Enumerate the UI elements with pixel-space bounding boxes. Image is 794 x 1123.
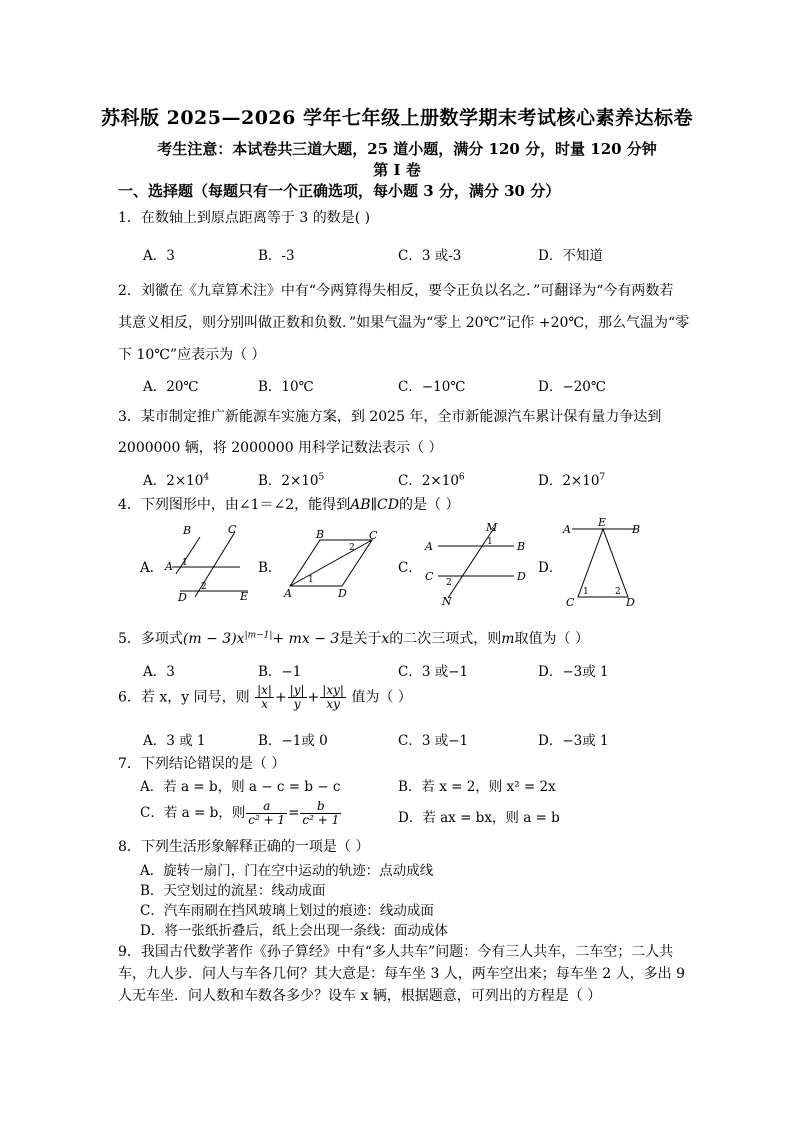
exam-notice: 考生注意：本试卷共三道大题，25 道小题，满分 120 分，时量 120 分钟 xyxy=(157,140,657,158)
fig-b-label-a: A xyxy=(284,587,292,598)
fig-d-label-e: E xyxy=(598,517,607,529)
fig-d-angle-2: 2 xyxy=(615,587,621,597)
q4-figure-c xyxy=(420,520,530,606)
question-4-stem: 4．下列图形中，由∠1＝∠2，能得到AB∥CD的是（ ） xyxy=(118,497,460,513)
q2-option-b[interactable]: B．10℃ xyxy=(258,379,314,395)
fig-c-angle-2: 2 xyxy=(446,578,452,588)
fig-d-angle-1: 1 xyxy=(583,587,589,597)
q7-option-c[interactable]: C．若 a = b，则 $\frac{a}{\text{c² + 1}}$ = $\frac{b}{\text{c² + 1}}$ xyxy=(140,799,340,827)
q1-option-b[interactable]: B．-3 xyxy=(258,248,295,264)
fig-d-label-c: C xyxy=(566,596,575,607)
question-9-line-1: 9．我国古代数学著作《孙子算经》中有“多人共车”问题：今有三人共车，二车空；二人共 xyxy=(118,944,674,960)
fig-a-label-e: E xyxy=(240,590,249,603)
q6-option-a[interactable]: A．3 或 1 xyxy=(143,733,206,749)
q6-option-d[interactable]: D．−3或 1 xyxy=(538,733,609,749)
question-2-line-2: 其意义相反，则分别叫做正数和负数．”如果气温为“零上 20℃”记作 +20℃，那么气温为“零 xyxy=(118,315,690,331)
fig-c-angle-1: 1 xyxy=(487,537,493,547)
section-heading: 一、选择题（每题只有一个正确选项，每小题 3 分，满分 30 分） xyxy=(118,182,561,200)
question-3-line-2: 2000000 辆，将 2000000 用科学记数法表示（ ） xyxy=(118,440,443,456)
q6-fraction-x: $\frac{|x|}{x}$ xyxy=(257,683,272,711)
q7-option-a[interactable]: A．若 a = b，则 a − c = b − c xyxy=(140,779,341,795)
q5-option-c[interactable]: C．3 或−1 xyxy=(398,664,469,680)
q4-option-b[interactable]: B． xyxy=(258,560,282,576)
q3-option-a[interactable]: A．$2\times 10^4$ xyxy=(143,472,210,489)
fig-d-label-d: D xyxy=(626,596,635,607)
fig-a-angle-1: 1 xyxy=(182,558,188,568)
fig-b-angle-1: 1 xyxy=(308,575,314,585)
question-5-stem: 5．多项式$(m - 3)x^{|m-1|}+$ mx − 3是关于x的二次三项式，则m取值为（ ） xyxy=(118,630,589,647)
question-9-line-3: 人无车坐．问人数和车数各多少？设车 x 辆，根据题意，可列出的方程是（ ） xyxy=(118,988,602,1004)
q3-option-c[interactable]: C．$2\times 10^6$ xyxy=(398,472,465,489)
q1-option-d[interactable]: D．不知道 xyxy=(538,248,603,264)
q7-fraction-a: $\frac{a}{\text{c² + 1}}$ xyxy=(248,799,286,827)
fig-a-label-b: B xyxy=(183,524,192,537)
q4-figure-a xyxy=(160,522,260,604)
q6-option-b[interactable]: B．−1或 0 xyxy=(258,733,328,749)
fig-a-label-d: D xyxy=(178,591,187,604)
exam-title: 苏科版 2025—2026 学年七年级上册数学期末考试核心素养达标卷 xyxy=(101,107,693,129)
q8-option-a[interactable]: A．旋转一扇门，门在空中运动的轨迹：点动成线 xyxy=(140,863,434,879)
q4-figure-b xyxy=(280,526,385,598)
q5-option-b[interactable]: B．−1 xyxy=(258,664,302,680)
fig-c-label-m: M xyxy=(486,521,498,534)
fig-c-label-n: N xyxy=(442,595,452,606)
q4-figure-d xyxy=(560,517,672,607)
q8-option-c[interactable]: C．汽车雨刷在挡风玻璃上划过的痕迹：线动成面 xyxy=(140,903,434,919)
q6-fraction-xy: $\frac{|xy|}{xy}$ xyxy=(322,683,344,711)
q7-option-d[interactable]: D．若 ax = bx，则 a = b xyxy=(398,810,560,826)
question-6-stem: 6．若 x，y 同号，则 $\frac{|x|}{x}$ + $\frac{|y|}{y}$ + $\frac{|xy|}{xy}$ 值为（ ） xyxy=(118,683,412,711)
q6-option-c[interactable]: C．3 或−1 xyxy=(398,733,469,749)
fig-c-label-b: B xyxy=(517,540,526,553)
fig-b-label-c: C xyxy=(369,529,378,542)
fig-b-angle-2: 2 xyxy=(349,543,355,553)
q4-option-a[interactable]: A． xyxy=(140,560,164,576)
fig-d-label-a: A xyxy=(563,523,571,536)
fig-a-label-a: A xyxy=(165,560,173,573)
question-2-line-1: 2．刘徽在《九章算术注》中有“今两算得失相反，要令正负以名之．”可翻译为“今有两数若 xyxy=(118,283,674,299)
question-8-stem: 8．下列生活形象解释正确的一项是（ ） xyxy=(118,839,370,855)
fig-a-angle-2: 2 xyxy=(201,582,207,592)
q1-option-a[interactable]: A．3 xyxy=(143,248,175,264)
q8-option-b[interactable]: B．天空划过的流星：线动成面 xyxy=(140,883,326,899)
q2-option-a[interactable]: A．20℃ xyxy=(143,379,199,395)
q8-option-d[interactable]: D．将一张纸折叠后，纸上会出现一条线：面动成体 xyxy=(140,923,448,939)
q6-fraction-y: $\frac{|y|}{y}$ xyxy=(289,683,305,711)
q3-option-b[interactable]: B．$2\times 10^5$ xyxy=(258,472,325,489)
fig-c-label-d: D xyxy=(517,570,526,583)
fig-a-label-c: C xyxy=(228,523,237,536)
fig-c-label-c: C xyxy=(425,570,434,583)
question-9-line-2: 车，九人步．问人与车各几何？其大意是：每车坐 3 人，两车空出来；每车坐 2 人，多出 9 xyxy=(118,966,685,982)
fig-c-label-a: A xyxy=(425,540,433,553)
q3-option-d[interactable]: D．$2\times 10^7$ xyxy=(538,472,606,489)
q2-option-d[interactable]: D．−20℃ xyxy=(538,379,606,395)
q5-option-a[interactable]: A．3 xyxy=(143,664,175,680)
q1-option-c[interactable]: C．3 或-3 xyxy=(398,248,462,264)
fig-d-label-b: B xyxy=(632,523,641,536)
part-heading: 第 I 卷 xyxy=(373,161,421,179)
q5-option-d[interactable]: D．−3或 1 xyxy=(538,664,609,680)
q4-option-c[interactable]: C． xyxy=(398,560,422,576)
q7-option-b[interactable]: B．若 x = 2，则 x² = 2x xyxy=(398,779,556,795)
question-7-stem: 7．下列结论错误的是（ ） xyxy=(118,756,286,772)
q4-option-d[interactable]: D． xyxy=(538,560,563,576)
question-3-line-1: 3．某市制定推广新能源车实施方案，到 2025 年，全市新能源汽车累计保有量力争达到 xyxy=(118,409,662,425)
q2-option-c[interactable]: C．−10℃ xyxy=(398,379,466,395)
q7-fraction-b: $\frac{b}{\text{c² + 1}}$ xyxy=(302,799,340,827)
fig-b-label-d: D xyxy=(338,587,347,598)
question-1-stem: 1．在数轴上到原点距离等于 3 的数是( ) xyxy=(118,210,371,226)
fig-b-label-b: B xyxy=(316,528,325,541)
question-2-line-3: 下 10℃”应表示为（ ） xyxy=(118,347,266,363)
